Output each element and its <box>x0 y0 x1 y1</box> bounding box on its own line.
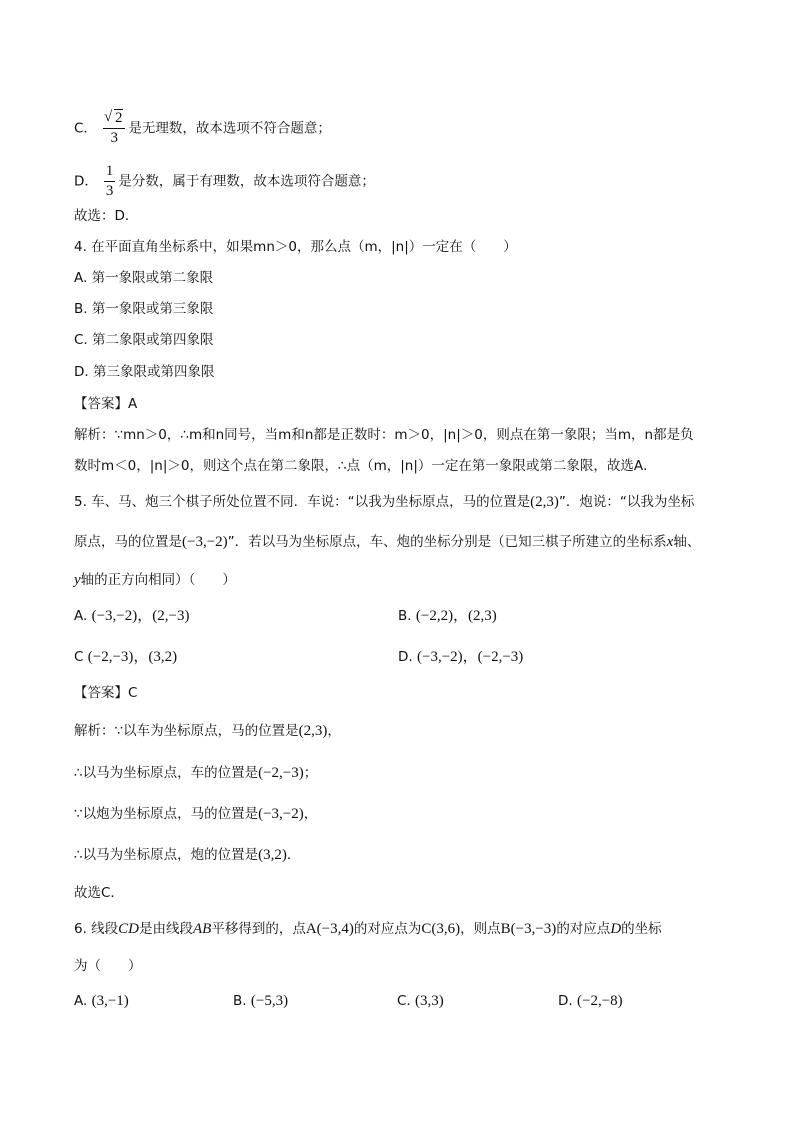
q5-option-a: A. (−3,−2)，(2,−3) <box>74 608 190 624</box>
q4-answer: 【答案】A <box>74 396 138 412</box>
q5-stem-line3: y轴的正方向相同）（ ） <box>74 572 236 588</box>
q5-analysis-step4: ∴以马为坐标原点，炮的位置是(3,2)． <box>74 847 301 863</box>
q6-option-c: C. (3,3) <box>397 993 444 1009</box>
q4-option-a: A. 第一象限或第二象限 <box>74 270 214 286</box>
q5-answer: 【答案】C <box>74 685 138 701</box>
q4-analysis-line2: 数时m＜0，|n|＞0，则这个点在第二象限，∴点（m，|n|）一定在第一象限或第二象限，故选A． <box>74 458 657 474</box>
q5-stem-line1: 5. 车、马、炮三个棋子所处位置不同．车说：“以我为坐标原点，马的位置是(2,3)”．炮说：“以我为坐标 <box>74 494 695 510</box>
x-axis-var: x <box>666 534 674 550</box>
y-axis-var: y <box>74 572 81 588</box>
q6-stem-line1: 6. 线段CD是由线段AB平移得到的，点A(−3,4)的对应点为C(3,6)，则点B(−3,−3)的对应点D的坐标 <box>74 921 662 937</box>
q4-option-d: D. 第三象限或第四象限 <box>74 364 215 380</box>
q6-option-b: B. (−5,3) <box>233 993 289 1009</box>
q3-conclusion: 故选：D． <box>74 208 139 224</box>
coord-2-3: (2,3) <box>530 494 559 510</box>
q5-option-b: B. (−2,2)，(2,3) <box>398 608 497 624</box>
q5-conclusion: 故选C． <box>74 885 124 901</box>
q5-analysis-step2: ∴以马为坐标原点，车的位置是(−2,−3)； <box>74 765 318 781</box>
q4-option-c: C. 第二象限或第四象限 <box>74 332 214 348</box>
q4-stem: 4. 在平面直角坐标系中，如果mn＞0，那么点（m，|n|）一定在（ ） <box>74 239 517 255</box>
q5-analysis-step3: ∵以炮为坐标原点，马的位置是(−3,−2)， <box>74 806 318 822</box>
q4-option-b: B. 第一象限或第三象限 <box>74 301 214 317</box>
q4-analysis-line1: 解析：∵mn＞0，∴m和n同号，当m和n都是正数时：m＞0，|n|＞0，则点在第一象限；当m，n都是负 <box>74 427 694 443</box>
option-text: 是无理数，故本选项不符合题意； <box>128 120 331 137</box>
q5-stem-line2: 原点，马的位置是(−3,−2)”．若以马为坐标原点，车、炮的坐标分别是（已知三棋子所建立的坐标系x轴、 <box>74 534 701 550</box>
q3-option-d <box>74 163 375 200</box>
q5-analysis-step1: 解析：∵以车为坐标原点，马的位置是(2,3)， <box>74 723 341 739</box>
fraction-sqrt2-over-3: √ $\frac{2}{3}$ <box>103 110 126 147</box>
coord-neg3-neg2: (−3,−2) <box>182 534 228 550</box>
option-label: C． <box>74 120 97 137</box>
q6-option-a: A. (3,−1) <box>74 993 129 1009</box>
fraction-1-over-3: $\frac{1}{3}$ <box>105 163 114 199</box>
option-text: 是分数，属于有理数，故本选项符合题意； <box>118 173 375 190</box>
q6-stem-line2: 为（ ） <box>74 958 142 974</box>
q3-option-c <box>74 110 331 147</box>
sqrt-symbol: √ 2 <box>105 110 124 127</box>
q6-option-d: D. (−2,−8) <box>558 993 623 1009</box>
option-label: D． <box>74 173 98 190</box>
q5-option-c: C (−2,−3)，(3,2) <box>74 649 178 665</box>
q5-option-d: D. (−3,−2)，(−2,−3) <box>398 649 524 665</box>
